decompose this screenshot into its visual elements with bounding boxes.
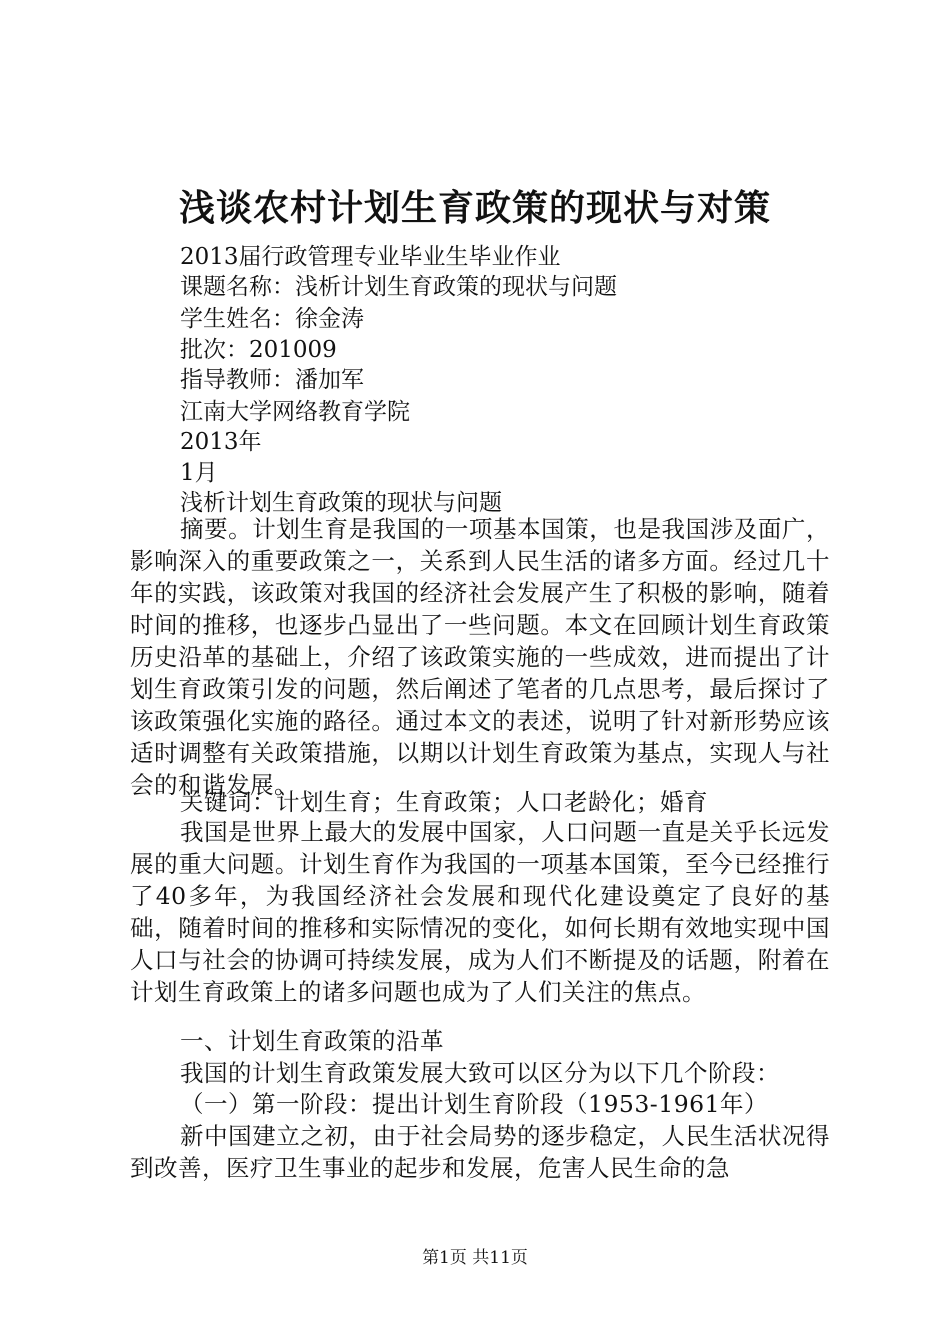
intro-paragraph: 我国是世界上最大的发展中国家，人口问题一直是关乎长远发展的重大问题。计划生育作为我国的一项基本国策，至今已经推行了40多年，为我国经济社会发展和现代化建设奠定了良好的基础，随着时间的推移和实际情况的变化，如何长期有效地实现中国人口与社会的协调可持续发展，成为人们不断提及的话题，附着在计划生育政策上的诸多问题也成为了人们关注的焦点。 bbox=[130, 818, 830, 1006]
abstract-paragraph: 摘要。计划生育是我国的一项基本国策，也是我国涉及面广，影响深入的重要政策之一，关系到人民生活的诸多方面。经过几十年的实践，该政策对我国的经济社会发展产生了积极的影响，随着时间的推移，也逐步凸显出了一些问题。本文在回顾计划生育政策历史沿革的基础上，介绍了该政策实施的一些成效，进而提出了计划生育政策引发的问题，然后阐述了笔者的几点思考，最后探讨了该政策强化实施的路径。通过本文的表述，说明了针对新形势应该适时调整有关政策措施，以期以计划生育政策为基点，实现人与社会的和谐发展。 bbox=[130, 515, 830, 799]
page-footer: 第1页 共11页 bbox=[422, 1248, 528, 1268]
header-line-program: 2013届行政管理专业毕业生毕业作业 bbox=[180, 244, 561, 270]
section1-heading: 一、计划生育政策的沿革 bbox=[180, 1027, 444, 1055]
header-line-year: 2013年 bbox=[180, 429, 262, 455]
header-line-advisor: 指导教师：潘加军 bbox=[180, 367, 364, 393]
keywords-paragraph: 关键词：计划生育；生育政策；人口老龄化；婚育 bbox=[180, 788, 708, 816]
stage1-paragraph: 新中国建立之初，由于社会局势的逐步稳定，人民生活状况得到改善，医疗卫生事业的起步和发展，危害人民生命的急 bbox=[130, 1122, 830, 1182]
header-line-month: 1月 bbox=[180, 460, 218, 486]
section1-intro: 我国的计划生育政策发展大致可以区分为以下几个阶段： bbox=[180, 1059, 780, 1087]
header-line-batch: 批次：201009 bbox=[180, 337, 337, 363]
stage1-heading: （一）第一阶段：提出计划生育阶段（1953-1961年） bbox=[180, 1090, 769, 1118]
header-line-topic: 课题名称：浅析计划生育政策的现状与问题 bbox=[180, 274, 617, 300]
header-line-school: 江南大学网络教育学院 bbox=[180, 399, 410, 425]
header-line-student: 学生姓名：徐金涛 bbox=[180, 306, 364, 332]
document-title: 浅谈农村计划生育政策的现状与对策 bbox=[178, 187, 771, 229]
subtitle-line: 浅析计划生育政策的现状与问题 bbox=[180, 490, 502, 516]
